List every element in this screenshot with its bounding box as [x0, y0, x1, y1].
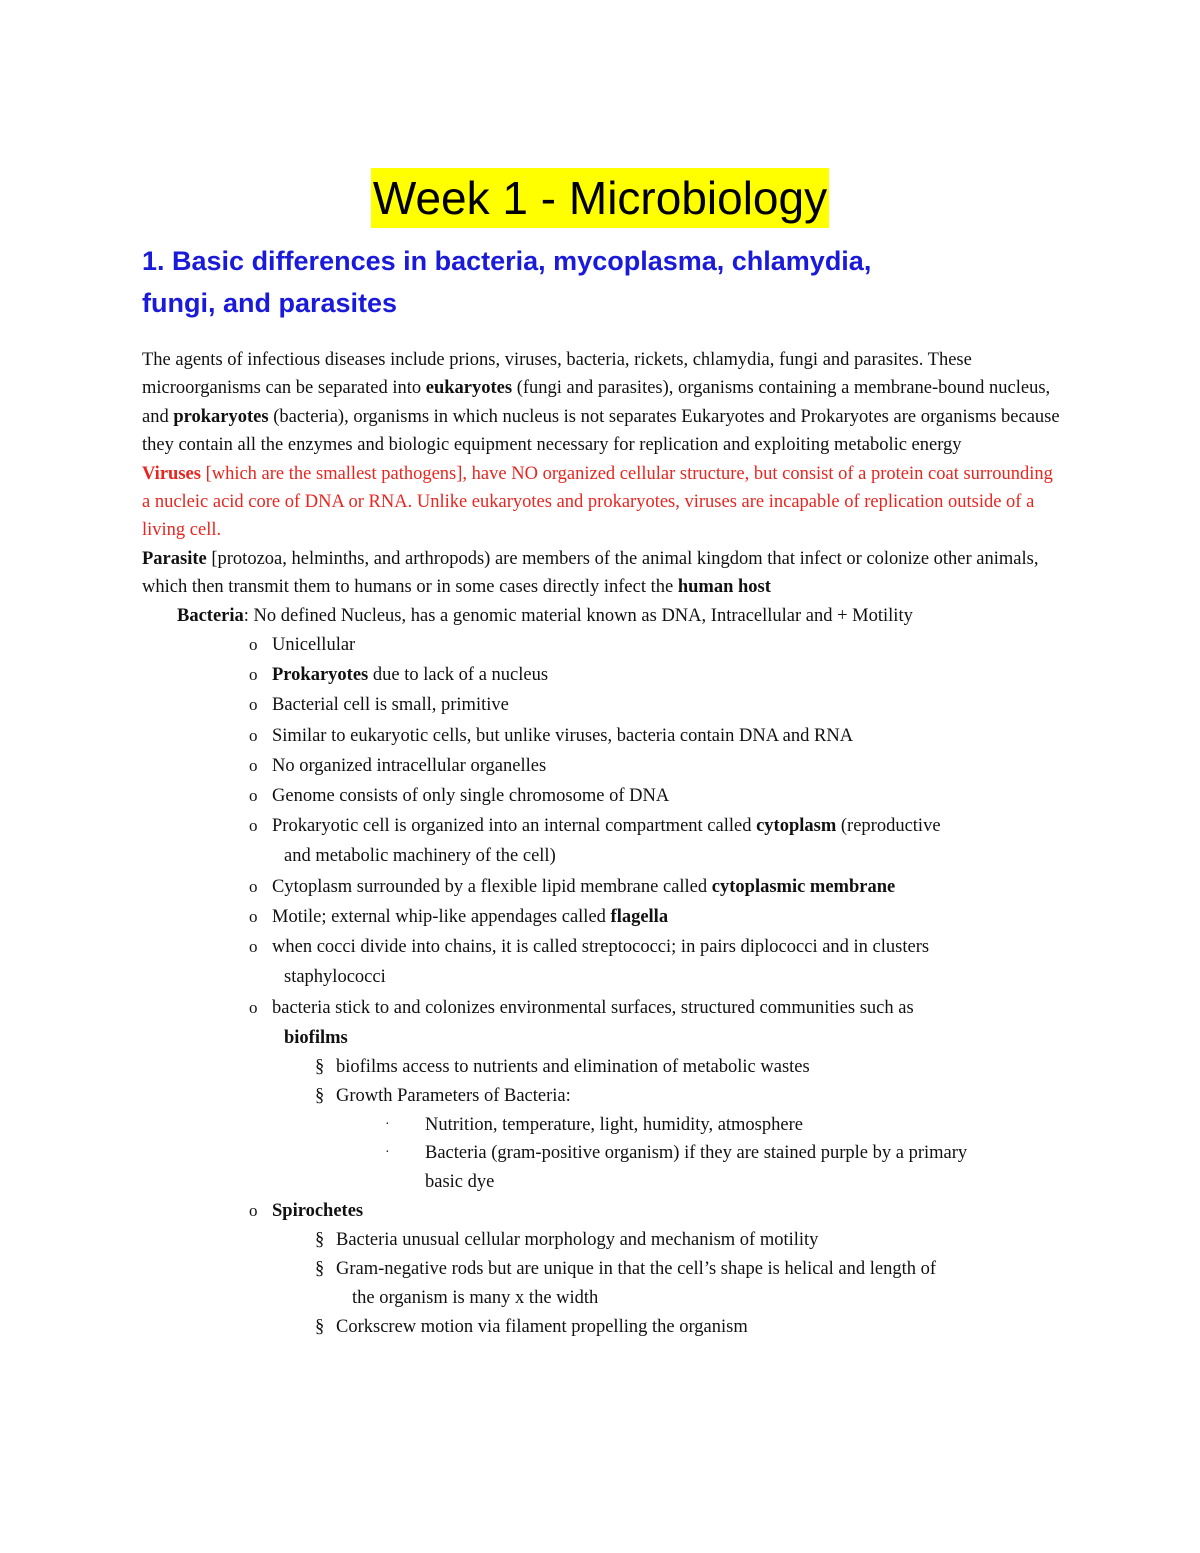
intro-paragraph	[142, 346, 1062, 460]
prokaryotes-term: prokaryotes	[173, 406, 269, 427]
bullet-marker: o	[249, 937, 258, 957]
sublist-item-text: Bacteria unusual cellular morphology and mechanism of motility	[336, 1230, 819, 1251]
document-body	[142, 346, 1062, 1342]
section-marker: §	[315, 1317, 325, 1338]
list-item	[142, 781, 1062, 811]
bullet-marker: o	[249, 906, 258, 926]
growth-parameters-list	[142, 1111, 1062, 1196]
parasite-label: Parasite	[142, 548, 207, 569]
section-heading-line2: fungi, and parasites	[142, 288, 398, 318]
human-host-term: human host	[677, 577, 771, 598]
list-item-text: due to lack of a nucleus	[368, 665, 549, 686]
bacteria-text: : No defined Nucleus, has a genomic material known as DNA, Intracellular and + Motility	[243, 605, 913, 626]
sublist-item	[142, 1053, 1062, 1082]
eukaryotes-term: eukaryotes	[425, 378, 513, 399]
list-item-text: Unicellular	[272, 635, 356, 656]
list-item-bold: Prokaryotes	[272, 665, 369, 686]
bacteria-paragraph	[142, 602, 1062, 630]
list-item	[142, 993, 1062, 1023]
list-item	[142, 1196, 1062, 1226]
sublist-item	[142, 1313, 1062, 1342]
title-container	[0, 168, 1200, 228]
bullet-marker: o	[249, 876, 258, 896]
sublist-item-text: Corkscrew motion via filament propelling the organism	[336, 1317, 748, 1338]
dot-marker: ·	[385, 1145, 390, 1161]
list-item-text: Motile; external whip-like appendages called	[272, 906, 611, 927]
list-item-text: Cytoplasm surrounded by a flexible lipid membrane called	[272, 876, 712, 897]
list-item-text: Prokaryotic cell is organized into an internal compartment called	[272, 816, 757, 837]
section-heading-line1: 1. Basic differences in bacteria, mycoplasma, chlamydia,	[142, 246, 872, 276]
list-item	[142, 660, 1062, 690]
flagella-term: flagella	[610, 906, 669, 927]
dot-marker: ·	[385, 1116, 390, 1132]
sublist-item-text: Growth Parameters of Bacteria:	[336, 1085, 571, 1106]
page-title: Week 1 - Microbiology	[371, 168, 829, 228]
parasite-text: [protozoa, helminths, and arthropods) are members of the animal kingdom that infect or colonize other animals, which then transmit them to humans or in some cases directly infect the	[142, 548, 1039, 598]
bullet-marker: o	[249, 816, 258, 836]
bullet-marker: o	[249, 665, 258, 685]
intro-text-b: (fungi and parasites), organisms containing a membrane-bound nucleus, and	[142, 378, 1051, 427]
bullet-marker: o	[249, 755, 258, 775]
viruses-paragraph	[142, 460, 1062, 545]
third-level-text: Nutrition, temperature, light, humidity, atmosphere	[425, 1114, 803, 1135]
bullet-marker: o	[249, 997, 258, 1017]
bacteria-list	[142, 630, 1062, 1023]
bullet-marker: o	[249, 1200, 258, 1220]
sublist-item	[142, 1226, 1062, 1255]
list-item	[142, 932, 1062, 992]
list-item-text: (reproductive	[836, 816, 941, 837]
list-item	[142, 872, 1062, 902]
spirochetes-term: Spirochetes	[272, 1200, 364, 1221]
section-marker: §	[315, 1230, 325, 1251]
viruses-label: Viruses	[142, 463, 201, 484]
bacteria-label: Bacteria	[177, 605, 244, 626]
list-item-text: Genome consists of only single chromosome of DNA	[272, 786, 670, 807]
list-item-continuation: staphylococci	[284, 967, 386, 988]
third-level-item	[142, 1139, 1062, 1196]
section-marker: §	[315, 1259, 325, 1280]
section-marker: §	[315, 1056, 325, 1077]
list-item	[142, 690, 1062, 720]
sublist-item	[142, 1255, 1062, 1313]
third-level-continuation: basic dye	[425, 1171, 495, 1192]
list-item	[142, 751, 1062, 781]
spirochetes-sublist	[142, 1226, 1062, 1342]
intro-text-c: (bacteria), organisms in which nucleus is not separates Eukaryotes and Prokaryotes are organisms because they contain all the enzymes and biologic equipment necessary for replication and exploiting metabolic energy	[142, 406, 1060, 456]
spirochetes-list	[142, 1196, 1062, 1226]
list-item-text: Similar to eukaryotic cells, but unlike viruses, bacteria contain DNA and RNA	[272, 725, 854, 746]
list-item-text: when cocci divide into chains, it is called streptococci; in pairs diplococci and in clusters	[272, 937, 930, 958]
bullet-marker: o	[249, 786, 258, 806]
section-heading	[142, 240, 1042, 324]
intro-text-a: The agents of infectious diseases include prions, viruses, bacteria, rickets, chlamydia, fungi and parasites. These microorganisms can be separated into	[142, 350, 972, 399]
list-item	[142, 902, 1062, 932]
cytoplasm-term: cytoplasm	[756, 816, 837, 837]
list-item-text: bacteria stick to and colonizes environmental surfaces, structured communities such as	[272, 997, 914, 1018]
sublist-item-text: biofilms access to nutrients and elimination of metabolic wastes	[336, 1056, 810, 1077]
sublist-item-text: Gram-negative rods but are unique in that the cell’s shape is helical and length of	[336, 1259, 937, 1280]
list-item	[142, 721, 1062, 751]
third-level-item	[142, 1111, 1062, 1139]
bullet-marker: o	[249, 725, 258, 745]
bullet-marker: o	[249, 695, 258, 715]
list-item-continuation: and metabolic machinery of the cell)	[284, 846, 556, 867]
sublist-item-continuation: the organism is many x the width	[352, 1288, 599, 1309]
viruses-text: [which are the smallest pathogens], have NO organized cellular structure, but consist of a protein coat surrounding a nucleic acid core of DNA or RNA. Unlike eukaryotes and prokaryotes, viruses are incapable of replication outside of a living cell.	[142, 463, 1053, 541]
biofilms-sublist	[142, 1053, 1062, 1111]
list-item-text: Bacterial cell is small, primitive	[272, 695, 509, 716]
cytoplasmic-membrane-term: cytoplasmic membrane	[711, 876, 896, 897]
parasite-paragraph	[142, 545, 1062, 602]
list-item-text: No organized intracellular organelles	[272, 755, 547, 776]
third-level-text: Bacteria (gram-positive organism) if they are stained purple by a primary	[425, 1143, 968, 1164]
bullet-marker: o	[249, 635, 258, 655]
list-item	[142, 811, 1062, 871]
biofilms-line	[142, 1023, 1062, 1053]
section-marker: §	[315, 1085, 325, 1106]
biofilms-term: biofilms	[284, 1027, 348, 1048]
sublist-item	[142, 1082, 1062, 1111]
list-item	[142, 630, 1062, 660]
